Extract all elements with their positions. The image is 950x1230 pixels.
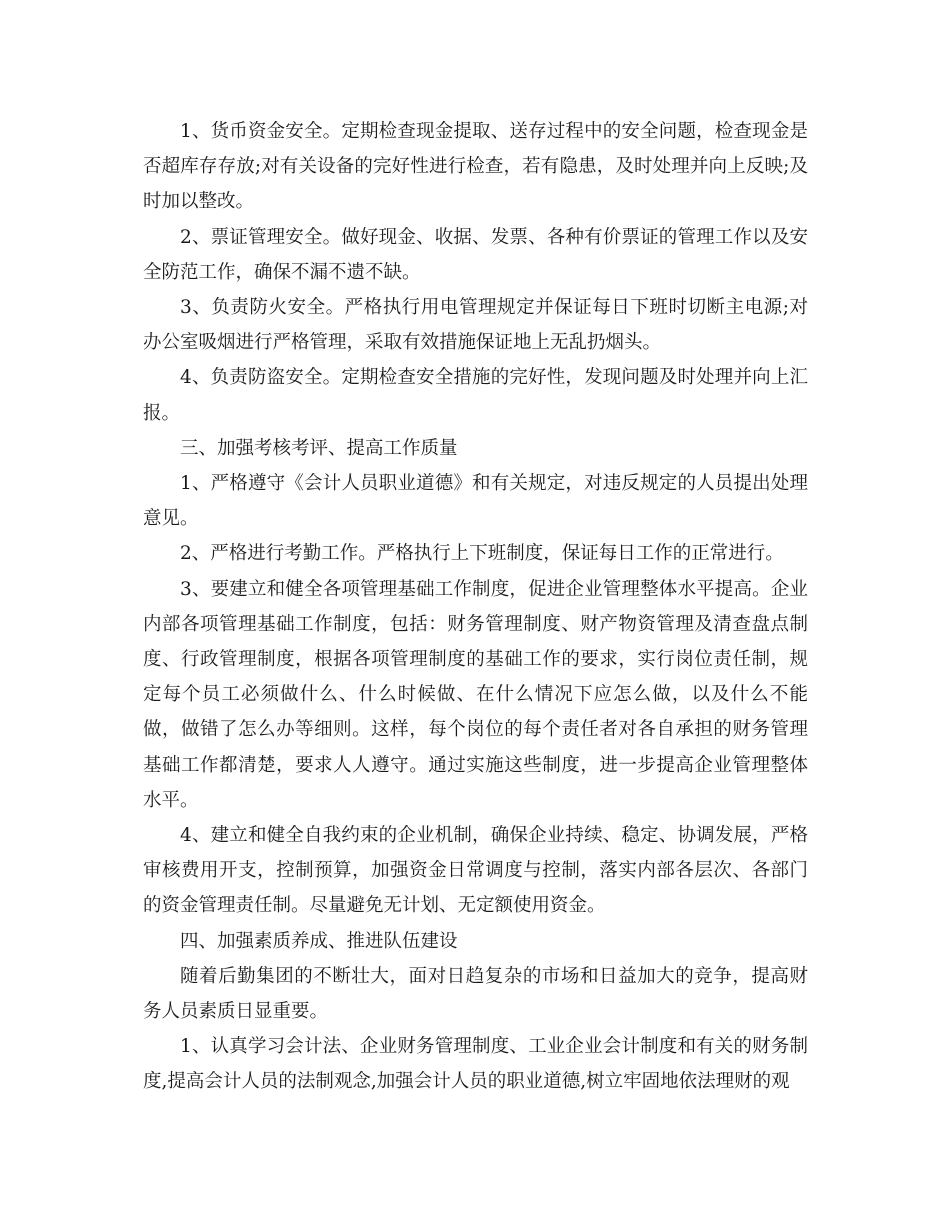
paragraph-attendance: 2、严格进行考勤工作。严格执行上下班制度，保证每日工作的正常进行。: [180, 543, 784, 565]
paragraph-currency-safety: 1、货币资金安全。定期检查现金提取、送存过程中的安全问题，检查现金是否超库存存放;对有关设备的完好性进行检查，若有隐患，及时处理并向上反映;及时加以整改。: [143, 121, 808, 213]
paragraph-study-law: 1、认真学习会计法、企业财务管理制度、工业企业会计制度和有关的财务制度,提高会计人员的法制观念,加强会计人员的职业道德,树立牢固地依法理财的观: [143, 1036, 808, 1093]
paragraph-self-restraint: 4、建立和健全自我约束的企业机制，确保企业持续、稳定、协调发展，严格审核费用开支，控制预算，加强资金日常调度与控制，落实内部各层次、各部门的资金管理责任制。尽量避免无计划、无定额使用资金。: [143, 825, 808, 917]
paragraph-voucher-safety: 2、票证管理安全。做好现金、收据、发票、各种有价票证的管理工作以及安全防范工作，确保不漏不遗不缺。: [143, 226, 808, 283]
paragraph-theft-safety: 4、负责防盗安全。定期检查安全措施的完好性，发现问题及时处理并向上汇报。: [143, 367, 808, 424]
section-heading-team-building: 四、加强素质养成、推进队伍建设: [180, 930, 458, 952]
document-body: [143, 114, 808, 1100]
paragraph-staff-quality: 随着后勤集团的不断壮大，面对日趋复杂的市场和日益加大的竞争，提高财务人员素质日显重要。: [143, 965, 808, 1023]
paragraph-ethics-compliance: 1、严格遵守《会计人员职业道德》和有关规定，对违反规定的人员提出处理意见。: [143, 473, 808, 530]
paragraph-fire-safety: 3、负责防火安全。严格执行用电管理规定并保证每日下班时切断主电源;对办公室吸烟进行严格管理，采取有效措施保证地上无乱扔烟头。: [143, 297, 808, 354]
section-heading-assessment: 三、加强考核考评、提高工作质量: [180, 437, 458, 459]
paragraph-management-system: 3、要建立和健全各项管理基础工作制度，促进企业管理整体水平提高。企业内部各项管理基础工作制度，包括：财务管理制度、财产物资管理及清查盘点制度、行政管理制度，根据各项管理制度的基础工作的要求，实行岗位责任制，规定每个员工必须做什么、什么时候做、在什么情况下应怎么做，以及什么不能做，做错了怎么办等细则。这样，每个岗位的每个责任者对各自承担的财务管理基础工作都清楚，要求人人遵守。通过实施这些制度，进一步提高企业管理整体水平。: [143, 578, 808, 811]
